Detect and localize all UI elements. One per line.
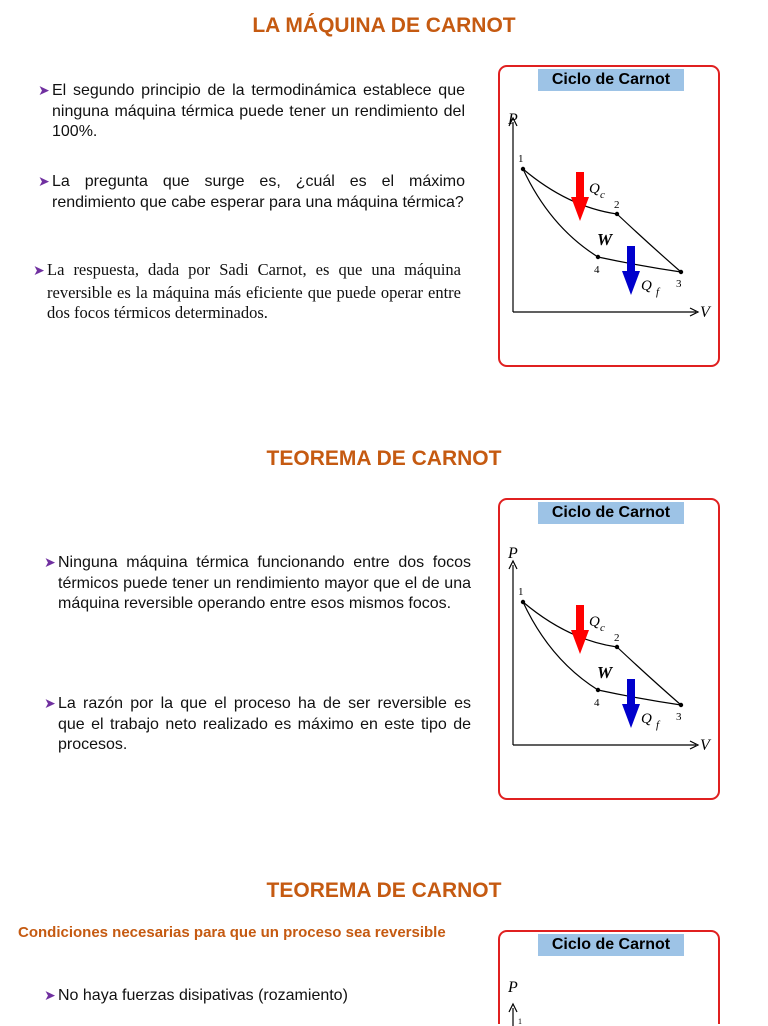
bullet-text: El segundo principio de la termodinámica establece que ninguna máquina térmica puede tener un rendimiento del 100%.: [52, 82, 465, 140]
point-3-label: 3: [676, 278, 682, 290]
bullet-paragraph: [44, 985, 471, 1007]
pv-diagram: [500, 500, 722, 802]
bullet-arrow-icon: ➤: [44, 987, 56, 1003]
q-hot-subscript: c: [600, 189, 605, 201]
work-label: W: [597, 663, 613, 682]
point-4-label: 4: [594, 697, 600, 709]
heat-out-arrow-icon: [627, 246, 635, 271]
point-3-label: 3: [676, 711, 682, 723]
section-3-title: TEOREMA DE CARNOT: [266, 879, 502, 902]
heat-out-arrow-icon: [627, 679, 635, 704]
point-4: [596, 688, 600, 692]
axis-p-label: P: [508, 545, 518, 562]
heat-out-arrowhead: [622, 704, 640, 728]
bullet-paragraph: [38, 171, 465, 213]
point-1-label: 1: [518, 153, 524, 165]
bullet-text: Ninguna máquina térmica funcionando entre dos focos térmicos puede tener un rendimiento mayor que el de una máquina reversible operando entre esos mismos focos.: [58, 554, 471, 612]
q-cold-subscript: f: [656, 719, 660, 731]
panel-title: Ciclo de Carnot: [538, 934, 684, 956]
heat-in-arrowhead: [571, 197, 589, 221]
bullet-text: La pregunta que surge es, ¿cuál es el máximo rendimiento que cabe esperar para una máquina térmica?: [52, 173, 465, 211]
heat-out-arrowhead: [622, 271, 640, 295]
bullet-paragraph: [44, 552, 471, 615]
panel-title: Ciclo de Carnot: [538, 69, 684, 91]
bullet-paragraph: [38, 80, 465, 143]
point-1-label: 1: [518, 586, 524, 598]
bullet-text: La razón por la que el proceso ha de ser reversible es que el trabajo neto realizado es máximo en este tipo de procesos.: [58, 695, 471, 753]
point-4: [596, 255, 600, 259]
axis-p-label: P: [508, 111, 518, 128]
isotherm-cold: [598, 690, 681, 705]
point-1-label: 1: [518, 1017, 522, 1026]
axis-v-label: V: [700, 737, 710, 754]
bullet-text: La respuesta, dada por Sadi Carnot, es que una máquina reversible es la máquina más eficiente que puede operar entre dos focos térmicos determinados.: [47, 260, 461, 322]
point-2-label: 2: [614, 199, 620, 211]
section-1-title: LA MÁQUINA DE CARNOT: [252, 14, 516, 37]
point-2: [615, 212, 619, 216]
q-cold-label: Q: [641, 711, 652, 727]
work-label: W: [597, 230, 613, 249]
isotherm-cold: [598, 257, 681, 272]
q-cold-label: Q: [641, 278, 652, 294]
axis-v-label: V: [700, 304, 710, 321]
bullet-text: No haya fuerzas disipativas (rozamiento): [58, 987, 348, 1004]
q-hot-label: Q: [589, 614, 600, 630]
heat-in-arrowhead: [571, 630, 589, 654]
q-hot-label: Q: [589, 181, 600, 197]
carnot-cycle-panel: [498, 65, 720, 367]
pv-diagram: [500, 67, 722, 369]
bullet-arrow-icon: ➤: [44, 554, 56, 570]
panel-title: Ciclo de Carnot: [538, 502, 684, 524]
axis-p-label: P: [508, 979, 518, 996]
point-1: [521, 600, 525, 604]
bullet-arrow-icon: ➤: [38, 173, 50, 189]
section-2-title: TEOREMA DE CARNOT: [266, 447, 502, 470]
q-hot-subscript: c: [600, 622, 605, 634]
heat-in-arrow-icon: [576, 605, 584, 630]
bullet-arrow-icon: ➤: [38, 82, 50, 98]
point-2-label: 2: [614, 632, 620, 644]
point-3: [679, 270, 683, 274]
point-3: [679, 703, 683, 707]
adiabat-compression: [523, 602, 598, 690]
point-2: [615, 645, 619, 649]
adiabat-compression: [523, 169, 598, 257]
point-1: [521, 167, 525, 171]
carnot-cycle-panel: [498, 498, 720, 800]
pv-diagram: [500, 932, 722, 1026]
bullet-arrow-icon: ➤: [44, 695, 56, 711]
point-4-label: 4: [594, 264, 600, 276]
q-cold-subscript: f: [656, 286, 660, 298]
bullet-paragraph: [33, 260, 461, 324]
bullet-paragraph: [44, 693, 471, 756]
heat-in-arrow-icon: [576, 172, 584, 197]
section-3-subtitle: Condiciones necesarias para que un proceso sea reversible: [18, 924, 446, 941]
bullet-arrow-icon: ➤: [33, 264, 45, 279]
carnot-cycle-panel: [498, 930, 720, 1024]
